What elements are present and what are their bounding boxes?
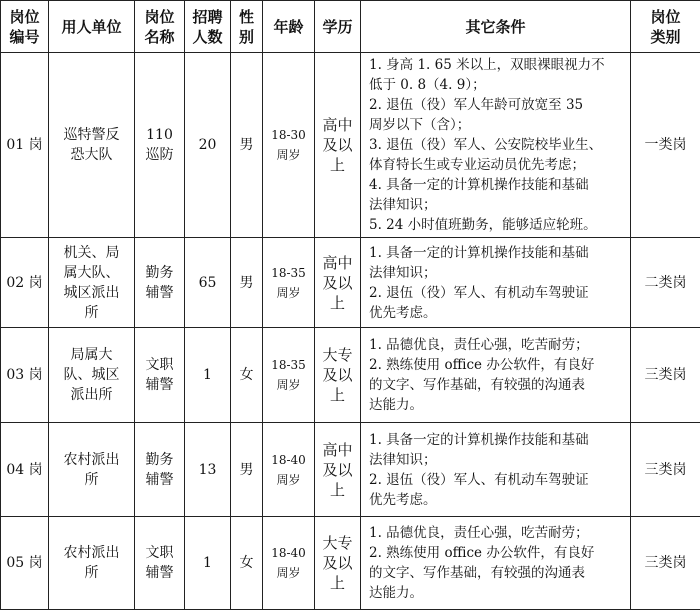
post-id-cell: 04 岗: [1, 423, 49, 517]
post-id-cell: 02 岗: [1, 238, 49, 328]
count-cell: 1: [185, 328, 231, 423]
header-post-id: 岗位 编号: [1, 1, 49, 53]
header-conditions: 其它条件: [361, 1, 631, 53]
post-id-cell: 03 岗: [1, 328, 49, 423]
education-cell: 高中 及以 上: [315, 423, 361, 517]
category-cell: 三类岗: [631, 517, 700, 610]
gender-cell: 男: [231, 238, 263, 328]
conditions-cell: 1. 具备一定的计算机操作技能和基础 法律知识； 2. 退伍（役）军人、有机动车驾驶证 优先考虑。: [361, 238, 631, 328]
header-gender: 性 别: [231, 1, 263, 53]
header-unit: 用人单位: [49, 1, 135, 53]
table-row: [1, 53, 700, 238]
age-cell: 18-35 周岁: [263, 238, 315, 328]
gender-cell: 女: [231, 517, 263, 610]
count-cell: 20: [185, 53, 231, 238]
category-cell: 三类岗: [631, 328, 700, 423]
age-cell: 18-40 周岁: [263, 517, 315, 610]
count-cell: 13: [185, 423, 231, 517]
header-count: 招聘 人数: [185, 1, 231, 53]
unit-cell: 农村派出 所: [49, 423, 135, 517]
header-category: 岗位 类别: [631, 1, 700, 53]
age-cell: 18-30 周岁: [263, 53, 315, 238]
unit-cell: 局属大 队、城区 派出所: [49, 328, 135, 423]
conditions-cell: 1. 品德优良，责任心强，吃苦耐劳； 2. 熟练使用 office 办公软件，有良好 的文字、写作基础，有较强的沟通表 达能力。: [361, 328, 631, 423]
table-row: [1, 517, 700, 610]
category-cell: 三类岗: [631, 423, 700, 517]
post-name-cell: 勤务 辅警: [135, 238, 185, 328]
education-cell: 高中 及以 上: [315, 53, 361, 238]
post-id-cell: 05 岗: [1, 517, 49, 610]
education-cell: 高中 及以 上: [315, 238, 361, 328]
header-education: 学历: [315, 1, 361, 53]
post-name-cell: 文职 辅警: [135, 517, 185, 610]
conditions-cell: 1. 具备一定的计算机操作技能和基础 法律知识； 2. 退伍（役）军人、有机动车驾驶证 优先考虑。: [361, 423, 631, 517]
conditions-cell: 1. 身高 1. 65 米以上，双眼裸眼视力不 低于 0. 8（4. 9）； 2. 退伍（役）军人年龄可放宽至 35 周岁以下（含）； 3. 退伍（役）军人、公安院校毕业生、 体育特长生或专业运动员优先考虑； 4. 具备一定的计算机操作技能和基础 法律知识； 5. 24 小时值班勤务，能够适应轮班。: [361, 53, 631, 238]
header-row: [1, 1, 700, 53]
conditions-cell: 1. 品德优良，责任心强，吃苦耐劳； 2. 熟练使用 office 办公软件，有良好 的文字、写作基础，有较强的沟通表 达能力。: [361, 517, 631, 610]
education-cell: 大专 及以 上: [315, 517, 361, 610]
post-name-cell: 110 巡防: [135, 53, 185, 238]
category-cell: 二类岗: [631, 238, 700, 328]
age-cell: 18-40 周岁: [263, 423, 315, 517]
post-name-cell: 文职 辅警: [135, 328, 185, 423]
table-row: [1, 423, 700, 517]
count-cell: 1: [185, 517, 231, 610]
gender-cell: 女: [231, 328, 263, 423]
table-row: [1, 238, 700, 328]
gender-cell: 男: [231, 53, 263, 238]
table-row: [1, 328, 700, 423]
count-cell: 65: [185, 238, 231, 328]
unit-cell: 巡特警反 恐大队: [49, 53, 135, 238]
unit-cell: 农村派出 所: [49, 517, 135, 610]
header-post-name: 岗位 名称: [135, 1, 185, 53]
header-age: 年龄: [263, 1, 315, 53]
gender-cell: 男: [231, 423, 263, 517]
category-cell: 一类岗: [631, 53, 700, 238]
post-name-cell: 勤务 辅警: [135, 423, 185, 517]
age-cell: 18-35 周岁: [263, 328, 315, 423]
post-id-cell: 01 岗: [1, 53, 49, 238]
education-cell: 大专 及以 上: [315, 328, 361, 423]
unit-cell: 机关、局 属大队、 城区派出 所: [49, 238, 135, 328]
